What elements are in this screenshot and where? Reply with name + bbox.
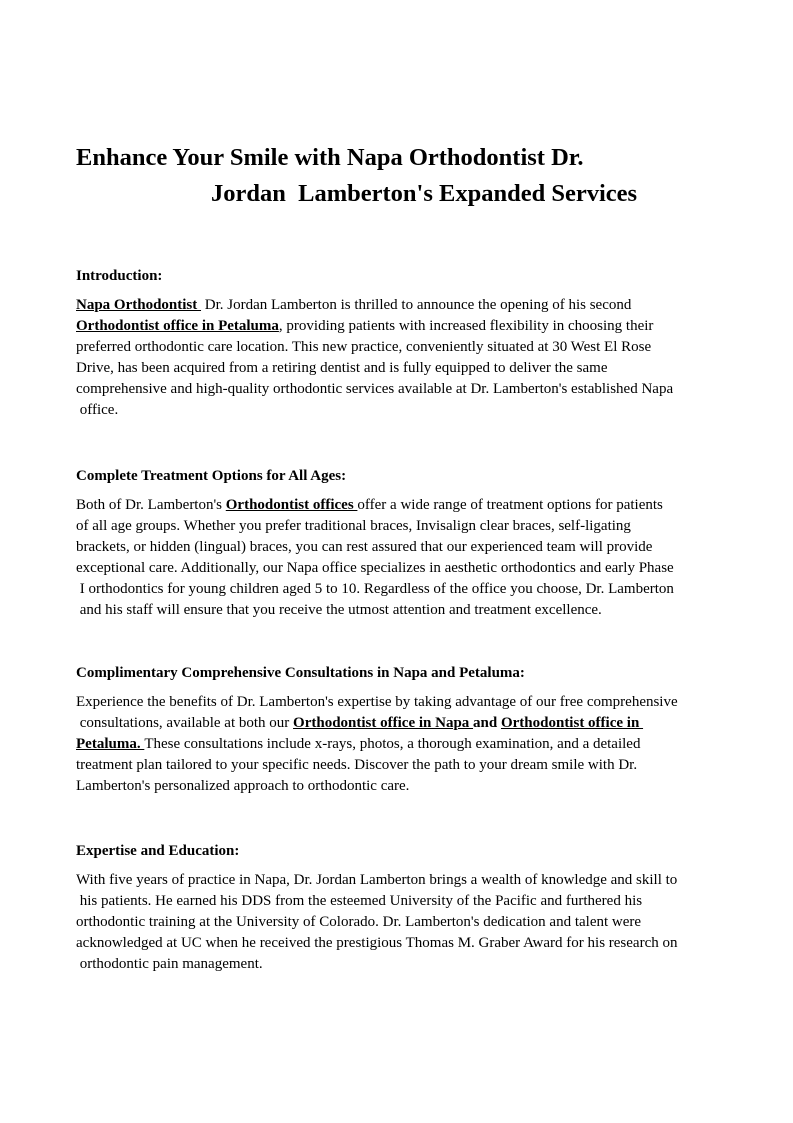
para-line: comprehensive and high-quality orthodontic services available at Dr. Lamberton's established Napa	[76, 381, 674, 397]
document-title	[76, 140, 716, 212]
para-line	[76, 713, 726, 734]
para-line: of all age groups. Whether you prefer traditional braces, Invisalign clear braces, self-ligating	[76, 518, 631, 534]
petaluma-office-link-2[interactable]	[501, 715, 643, 731]
text-run: consultations, available at both our	[76, 715, 294, 731]
napa-office-link[interactable]: Orthodontist office in Napa	[293, 715, 474, 731]
para-line: exceptional care. Additionally, our Napa office specializes in aesthetic orthodontics and early Phase	[76, 560, 674, 576]
text-run: offer a wide range of treatment options for patients	[357, 497, 663, 513]
petaluma-office-link-2-cont[interactable]: Petaluma.	[76, 736, 145, 752]
section-treatment-options	[76, 466, 726, 621]
napa-orthodontist-link[interactable]: Napa Orthodontist	[76, 297, 202, 313]
text-run: These consultations include x-rays, photos, a thorough examination, and a detailed	[144, 736, 641, 752]
link-part: Orthodontist office in	[500, 715, 644, 731]
title-line-2: Jordan Lamberton's Expanded Services	[211, 180, 638, 207]
para-line: treatment plan tailored to your specific needs. Discover the path to your dream smile with Dr.	[76, 757, 638, 773]
para-line: and his staff will ensure that you receive the utmost attention and treatment excellence.	[76, 602, 602, 618]
para-line: Drive, has been acquired from a retiring dentist and is fully equipped to deliver the same	[76, 360, 608, 376]
para-line: orthodontic pain management.	[76, 956, 263, 972]
section-paragraph	[76, 870, 726, 975]
section-heading: Expertise and Education:	[76, 843, 240, 859]
petaluma-office-link[interactable]: Orthodontist office in Petaluma	[76, 318, 279, 334]
section-paragraph	[76, 295, 726, 421]
text-run: Both of Dr. Lamberton's	[76, 497, 226, 513]
para-line: Lamberton's personalized approach to orthodontic care.	[76, 778, 410, 794]
para-line: I orthodontics for young children aged 5 to 10. Regardless of the office you choose, Dr. Lamberton	[76, 581, 674, 597]
para-line: preferred orthodontic care location. This new practice, conveniently situated at 30 West El Rose	[76, 339, 652, 355]
section-heading: Complete Treatment Options for All Ages:	[76, 468, 347, 484]
section-heading: Introduction:	[76, 268, 163, 284]
section-introduction	[76, 266, 726, 421]
para-line	[76, 734, 726, 755]
section-paragraph	[76, 692, 726, 797]
orthodontist-offices-link[interactable]: Orthodontist offices	[225, 497, 358, 513]
text-run: Dr. Jordan Lamberton is thrilled to announce the opening of his second	[201, 297, 632, 313]
para-line: acknowledged at UC when he received the prestigious Thomas M. Graber Award for his research on	[76, 935, 678, 951]
text-run: , providing patients with increased flexibility in choosing their	[278, 318, 654, 334]
section-paragraph	[76, 495, 726, 621]
para-line: Experience the benefits of Dr. Lamberton's expertise by taking advantage of our free comprehensive	[76, 694, 678, 710]
text-run-bold: and	[473, 715, 501, 731]
section-expertise	[76, 841, 726, 975]
para-line	[76, 316, 726, 337]
section-consultations	[76, 663, 726, 797]
para-line: With five years of practice in Napa, Dr. Jordan Lamberton brings a wealth of knowledge and skill to	[76, 872, 678, 888]
section-heading: Complimentary Comprehensive Consultations in Napa and Petaluma:	[76, 665, 525, 681]
para-line: office.	[76, 402, 119, 418]
para-line: his patients. He earned his DDS from the esteemed University of the Pacific and furthered his	[76, 893, 643, 909]
para-line: orthodontic training at the University of Colorado. Dr. Lamberton's dedication and talent were	[76, 914, 642, 930]
para-line	[76, 295, 726, 316]
title-line-1: Enhance Your Smile with Napa Orthodontist Dr.	[76, 144, 584, 171]
para-line: brackets, or hidden (lingual) braces, you can rest assured that our experienced team will provide	[76, 539, 653, 555]
para-line	[76, 495, 726, 516]
